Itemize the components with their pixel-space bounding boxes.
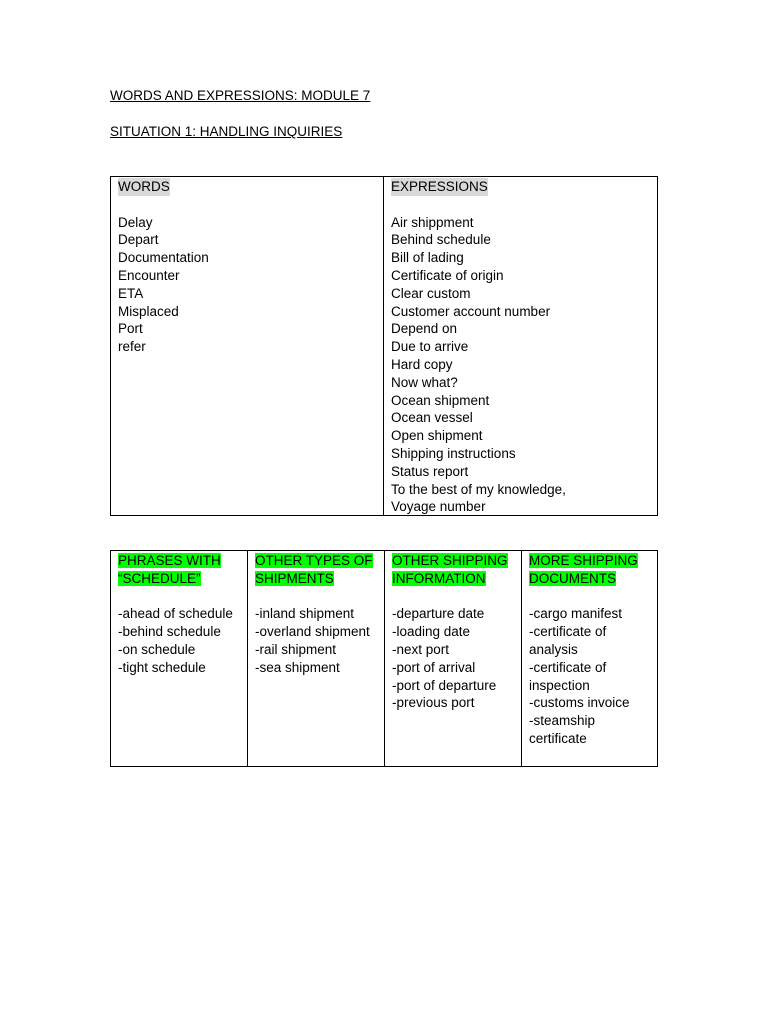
expressions-column <box>384 177 657 515</box>
list-item: -next port <box>392 641 450 657</box>
word-item: ETA <box>118 285 144 301</box>
list-item: -certificate of inspection <box>529 659 607 693</box>
shipment-types-header: OTHER TYPES OF SHIPMENTS <box>255 553 373 586</box>
document-title: WORDS AND EXPRESSIONS: MODULE 7 <box>110 88 371 103</box>
shipment-types-list <box>255 605 378 676</box>
list-item: -port of arrival <box>392 659 476 675</box>
shipping-info-column <box>385 551 522 766</box>
word-item: Port <box>118 321 143 337</box>
shipping-vocabulary-table <box>110 550 658 767</box>
word-item: Delay <box>118 214 153 230</box>
expression-item: Now what? <box>391 374 458 390</box>
expression-item: Air shippment <box>391 214 474 230</box>
expression-item: Hard copy <box>391 356 453 372</box>
shipping-documents-list <box>529 605 651 747</box>
word-item: refer <box>118 339 146 355</box>
words-list <box>118 214 376 356</box>
expression-item: Clear custom <box>391 285 471 301</box>
schedule-phrases-header: PHRASES WITH “SCHEDULE” <box>118 553 221 586</box>
expression-item: To the best of my knowledge, <box>391 481 566 497</box>
expressions-header: EXPRESSIONS <box>391 179 488 194</box>
shipping-info-header: OTHER SHIPPING INFORMATION <box>392 553 508 586</box>
words-column <box>111 177 384 515</box>
shipping-documents-header: MORE SHIPPING DOCUMENTS <box>529 553 638 586</box>
list-item: -certificate of analysis <box>529 624 607 657</box>
words-expressions-table <box>110 176 658 516</box>
expression-item: Certificate of origin <box>391 267 504 283</box>
schedule-phrases-column <box>111 551 248 766</box>
list-item: -on schedule <box>118 641 196 657</box>
list-item: -tight schedule <box>118 659 206 675</box>
expression-item: Behind schedule <box>391 232 491 248</box>
document-subtitle: SITUATION 1: HANDLING INQUIRIES <box>110 124 343 139</box>
list-item: -cargo manifest <box>529 606 623 622</box>
expression-item: Open shipment <box>391 428 483 444</box>
expressions-list <box>391 214 650 517</box>
list-item: -previous port <box>392 695 475 711</box>
list-item: -departure date <box>392 606 485 622</box>
word-item: Documentation <box>118 250 209 266</box>
list-item: -ahead of schedule <box>118 606 233 622</box>
list-item: -inland shipment <box>255 606 355 622</box>
expression-item: Ocean vessel <box>391 410 473 426</box>
list-item: -overland shipment <box>255 624 370 640</box>
expression-item: Due to arrive <box>391 339 469 355</box>
list-item: -steamship certificate <box>529 713 596 746</box>
word-item: Depart <box>118 232 159 248</box>
expression-item: Bill of lading <box>391 250 464 266</box>
list-item: -rail shipment <box>255 641 337 657</box>
list-item: -customs invoice <box>529 695 630 711</box>
expression-item: Shipping instructions <box>391 445 516 461</box>
shipment-types-column <box>248 551 385 766</box>
expression-item: Customer account number <box>391 303 551 319</box>
words-header: WORDS <box>118 179 170 194</box>
shipping-documents-column <box>522 551 657 766</box>
schedule-phrases-list <box>118 605 241 676</box>
list-item: -behind schedule <box>118 624 221 640</box>
shipping-info-list <box>392 605 515 712</box>
list-item: -port of departure <box>392 677 497 693</box>
expression-item: Depend on <box>391 321 458 337</box>
list-item: -sea shipment <box>255 659 340 675</box>
expression-item: Status report <box>391 463 469 479</box>
expression-item: Voyage number <box>391 499 486 515</box>
list-item: -loading date <box>392 624 471 640</box>
word-item: Encounter <box>118 267 180 283</box>
word-item: Misplaced <box>118 303 179 319</box>
expression-item: Ocean shipment <box>391 392 490 408</box>
